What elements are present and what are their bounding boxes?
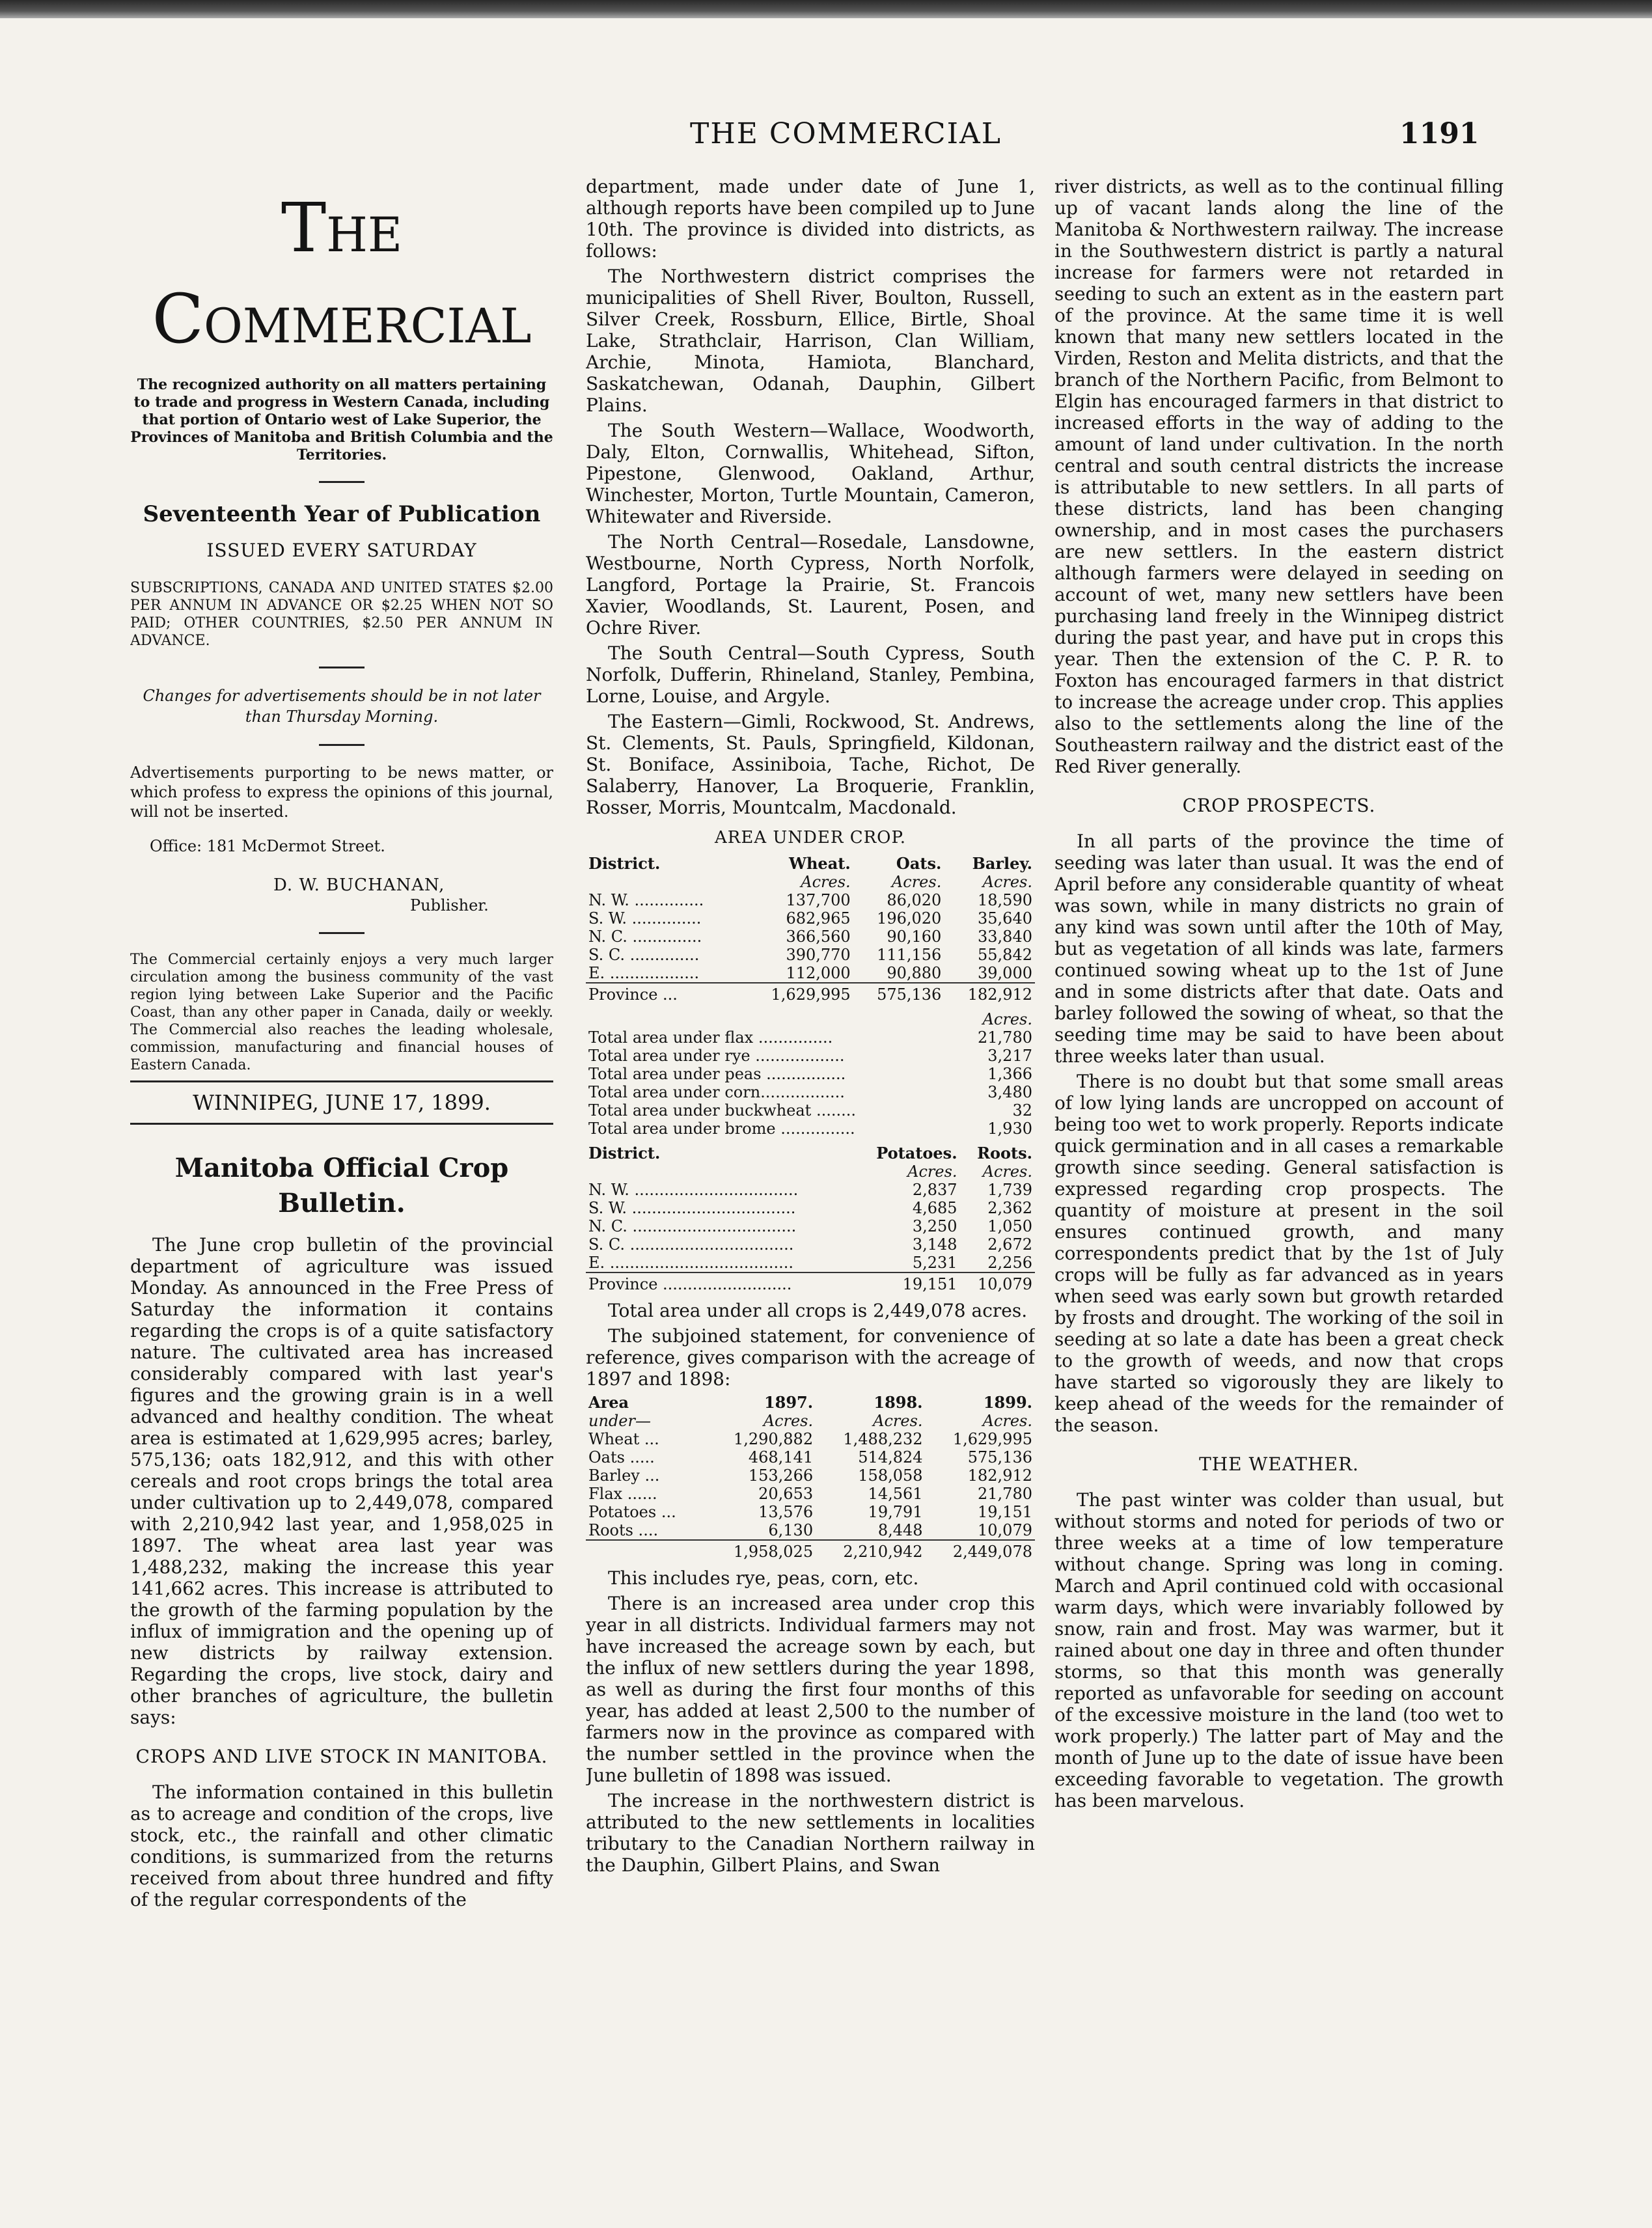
subscriptions-notice: SUBSCRIPTIONS, CANADA AND UNITED STATES $2.00 PER ANNUM IN ADVANCE OR $2.25 WHEN NOT SO PAID; OTHER COUNTRIES, $2.50 PER ANNUM IN ADVANCE. [130, 580, 553, 649]
article-paragraph: The North Central—Rosedale, Lansdowne, Westbourne, North Cypress, North Norfolk, Langford, Portage la Prairie, St. Francois Xavier, Woodlands, St. Laurent, Posen, and Ochre River. [586, 531, 1035, 639]
dateline-rule [130, 1123, 553, 1125]
table-cell: 182,912 [944, 983, 1035, 1004]
article-paragraph: The Northwestern district comprises the municipalities of Shell River, Boulton, Russell, Silver Creek, Rossburn, Ellice, Birtle, Shoal Lake, Strathclair, Harrison, Clan William, Archie, Minota, Hamiota, Blanchard, Saskatchewan, Odanah, Dauphin, Gilbert Plains. [586, 266, 1035, 416]
article-paragraph: department, made under date of June 1, although reports have been compiled up to June 10th. The province is divided into districts, as follows: [586, 176, 1035, 262]
table-row [586, 1047, 1035, 1065]
unit-cell: Acres. [982, 1162, 1032, 1181]
table-cell: 5,231 [912, 1254, 957, 1272]
table-cell: 13,576 [758, 1503, 814, 1521]
table-cell: 21,780 [978, 1485, 1032, 1503]
table-cell: Total area under buckwheat ........ [588, 1101, 856, 1120]
table-row [586, 964, 1035, 983]
column-header: District. [588, 1144, 661, 1162]
table-header-row [586, 855, 1035, 873]
table-row [586, 1448, 1035, 1466]
table-cell: Wheat ... [588, 1430, 659, 1448]
article-paragraph: The information contained in this bulletin as to acreage and condition of the crops, live stock, etc., the rainfall and other climatic conditions, is summarized from the returns received from about three hundred and fifty of the regular correspondents of the [130, 1781, 553, 1910]
article-paragraph: The Eastern—Gimli, Rockwood, St. Andrews, St. Clements, St. Pauls, Springfield, Kildonan, St. Boniface, Assiniboia, Tache, Richot, De Salaberry, Hanover, La Broquerie, Franklin, Rosser, Morris, Mountcalm, Macdonald. [586, 711, 1035, 818]
table-cell: 3,148 [912, 1235, 957, 1254]
table-cell: S. C. ................................. [588, 1235, 794, 1254]
column-header: Barley. [972, 854, 1032, 873]
column-1 [130, 176, 553, 2194]
table-row [586, 909, 1035, 928]
article-paragraph: Total area under all crops is 2,449,078 acres. [608, 1300, 1028, 1321]
table-cell: Flax ...... [588, 1485, 657, 1503]
table-cell: 32 [1012, 1101, 1032, 1120]
table-cell: 1,366 [987, 1065, 1032, 1083]
column-header: District. [588, 854, 661, 873]
table-cell: 1,050 [987, 1217, 1032, 1235]
table-total-row [586, 983, 1035, 1004]
unit-cell: Acres. [801, 873, 851, 891]
table-cell: Province .......................... [586, 1272, 853, 1293]
column-header: 1898. [874, 1393, 923, 1412]
table-row [586, 1065, 1035, 1083]
table-cell: 1,629,995 [952, 1430, 1032, 1448]
table-row [586, 1521, 1035, 1540]
divider [319, 481, 365, 483]
table-cell: 1,290,882 [733, 1430, 814, 1448]
unit-cell: Acres. [982, 1412, 1032, 1430]
table-cell: Total area under brome ............... [588, 1120, 855, 1138]
section-subhead: CROPS AND LIVE STOCK IN MANITOBA. [135, 1746, 548, 1767]
table-cell: 19,151 [978, 1503, 1032, 1521]
table-cell: 682,965 [786, 909, 851, 928]
units-row [586, 1010, 1035, 1028]
table-cell: 10,079 [978, 1521, 1032, 1539]
table-cell: 6,130 [768, 1521, 814, 1539]
publisher-title: Publisher. [410, 896, 489, 915]
unit-cell: under— [588, 1412, 651, 1430]
table-cell: 2,210,942 [816, 1540, 925, 1561]
page-top-edge [0, 0, 1652, 18]
table-row [586, 928, 1035, 946]
masthead-title: The Commercial [152, 188, 532, 359]
article-paragraph: There is no doubt but that some small areas of low lying lands are uncropped on account of being too wet to work properly. Reports indicate quick germination and in all cases a remarkable growth since seeding. General satisfaction is expressed regarding crop prospects. The quantity of moisture at present in the soil ensures continued growth, and many correspondents predict that by the 1st of July crops will be fully as far advanced as in years when seed was early sown but growth retarded by frosts and drought. The working of the soil in seeding at so late a date has been a great check to the growth of weeds, and now that crops have started so vigorously they are likely to keep ahead of the weeds for the remainder of the season. [1054, 1071, 1504, 1436]
column-header: 1897. [764, 1393, 814, 1412]
column-3 [1054, 176, 1504, 2194]
table-cell: N. C. .............. [588, 928, 702, 946]
table-cell: Total area under flax ............... [588, 1028, 833, 1047]
article-paragraph: This includes rye, peas, corn, etc. [608, 1567, 919, 1589]
table-row [586, 1485, 1035, 1503]
page-number: 1191 [1399, 117, 1480, 150]
table-cell: 575,136 [853, 983, 944, 1004]
area-under-crop-table [586, 855, 1035, 1004]
table-cell: Province ... [586, 983, 743, 1004]
table-title: AREA UNDER CROP. [715, 828, 906, 847]
table-cell: E. ..................................... [588, 1254, 794, 1272]
article-paragraph: There is an increased area under crop this year in all districts. Individual farmers may not have increased the acreage sown by each, but the influx of new settlers during the year 1898, as well as during the first four months of this year, has added at least 2,500 to the number of farmers now in the province as compared with the number settled in the province when the June bulletin of 1898 was issued. [586, 1593, 1035, 1786]
table-cell [586, 1540, 706, 1561]
unit-cell: Acres. [982, 873, 1032, 891]
table-cell: 14,561 [868, 1485, 923, 1503]
table-total-row [586, 1272, 1035, 1293]
table-cell: 3,217 [987, 1047, 1032, 1065]
unit-cell: Acres. [891, 873, 942, 891]
divider [319, 744, 365, 746]
table-cell: 20,653 [758, 1485, 814, 1503]
unit-cell [586, 1010, 954, 1028]
unit-cell: Acres. [763, 1412, 814, 1430]
table-cell: 196,020 [877, 909, 942, 928]
table-header-row [586, 1394, 1035, 1412]
table-cell: 366,560 [786, 928, 851, 946]
unit-cell [586, 1162, 853, 1181]
table-cell: Barley ... [588, 1466, 660, 1485]
table-row [586, 1199, 1035, 1217]
table-cell: 90,880 [887, 964, 942, 982]
table-row [586, 1430, 1035, 1448]
column-2 [586, 176, 1035, 2194]
table-cell: 575,136 [967, 1448, 1032, 1466]
column-header: Potatoes. [876, 1144, 957, 1162]
comparison-table [586, 1394, 1035, 1561]
table-cell: 4,685 [912, 1199, 957, 1217]
table-row [586, 946, 1035, 964]
table-cell: 2,256 [987, 1254, 1032, 1272]
table-cell: Oats ..... [588, 1448, 655, 1466]
table-cell: N. C. ................................. [588, 1217, 797, 1235]
unit-cell: Acres. [982, 1010, 1032, 1028]
table-cell: N. W. .............. [588, 891, 704, 909]
table-row [586, 1235, 1035, 1254]
table-cell: 10,079 [960, 1272, 1035, 1293]
article-headline: Manitoba Official Crop Bulletin. [174, 1153, 509, 1218]
table-cell: 1,958,025 [706, 1540, 816, 1561]
table-cell: E. .................. [588, 964, 700, 982]
divider [319, 932, 365, 934]
other-crops-table [586, 1010, 1035, 1138]
table-cell: 33,840 [978, 928, 1032, 946]
table-cell: 158,058 [858, 1466, 923, 1485]
units-row [586, 1412, 1035, 1430]
table-cell: 1,629,995 [743, 983, 853, 1004]
column-header: Area [588, 1393, 629, 1412]
running-head [0, 117, 1652, 156]
table-cell: 137,700 [786, 891, 851, 909]
table-row [586, 1181, 1035, 1199]
table-cell: 514,824 [858, 1448, 923, 1466]
table-row [586, 891, 1035, 909]
table-cell: 468,141 [748, 1448, 814, 1466]
section-subhead: THE WEATHER. [1199, 1453, 1359, 1475]
table-cell: 90,160 [887, 928, 942, 946]
table-cell: 390,770 [786, 946, 851, 964]
changes-notice-line2: than Thursday Morning. [245, 708, 439, 726]
units-row [586, 1162, 1035, 1181]
dateline: WINNIPEG, JUNE 17, 1899. [193, 1090, 491, 1115]
article-paragraph: The South Western—Wallace, Woodworth, Daly, Elton, Cornwallis, Whitehead, Sifton, Pipestone, Glenwood, Oakland, Arthur, Winchester, Morton, Turtle Mountain, Cameron, Whitewater and Riverside. [586, 420, 1035, 527]
table-cell: 112,000 [786, 964, 851, 982]
table-cell: N. W. ................................. [588, 1181, 799, 1199]
table-row [586, 1503, 1035, 1521]
dateline-rule [130, 1080, 553, 1082]
units-row [586, 873, 1035, 891]
column-header: Oats. [896, 854, 942, 873]
table-cell: 19,791 [868, 1503, 923, 1521]
circulation-notice: The Commercial certainly enjoys a very much larger circulation among the business community of the vast region lying between Lake Superior and the Pacific Coast, than any other paper in Canada, daily or weekly. The Commercial also reaches the leading wholesale, commission, manufacturing and financial houses of Eastern Canada. [130, 952, 553, 1073]
issued-line: ISSUED EVERY SATURDAY [206, 540, 477, 561]
table-cell: 153,266 [748, 1466, 814, 1485]
table-row [586, 1120, 1035, 1138]
unit-cell [586, 873, 743, 891]
divider [319, 667, 365, 668]
unit-cell: Acres. [907, 1162, 957, 1181]
table-cell: 2,362 [987, 1199, 1032, 1217]
masthead-description: The recognized authority on all matters pertaining to trade and progress in Western Canada, including that portion of Ontario west of Lake Superior, the Provinces of Manitoba and British Columbia and the Territories. [130, 376, 553, 463]
table-cell: 1,488,232 [843, 1430, 923, 1448]
table-row [586, 1217, 1035, 1235]
advertisements-notice: Advertisements purporting to be news matter, or which profess to express the opinions of this journal, will not be inserted. [130, 763, 553, 821]
publication-year: Seventeenth Year of Publication [143, 501, 541, 527]
publisher-name: D. W. BUCHANAN, [273, 875, 445, 895]
table-cell: 86,020 [887, 891, 942, 909]
article-paragraph: The past winter was colder than usual, but without storms and noted for periods of two or three weeks at a time of low temperature without change. Spring was long in coming. March and April continued cold with occasional warm days, which were invariably followed by snow, rain and frost. May was warmer, but it rained about one day in three and often thunder storms, so that this month was generally reported as unfavorable for seeding on account of the excessive moisture in the land (too wet to work properly.) The latter part of May and the month of June up to the date of issue have been exceeding favorable to vegetation. The growth has been marvelous. [1054, 1489, 1504, 1811]
table-cell: Total area under corn................. [588, 1083, 845, 1101]
table-cell: 2,449,078 [926, 1540, 1035, 1561]
table-cell: 39,000 [978, 964, 1032, 982]
table-cell: 2,672 [987, 1235, 1032, 1254]
article-paragraph: river districts, as well as to the continual filling up of vacant lands along the line of the Manitoba & Northwestern railway. The increase in the Southwestern district is partly a natural increase for farmers were not retarded in seeding to such an extent as in the eastern part of the province. At the same time it is well known that many new settlers located in the Virden, Reston and Melita districts, and that the branch of the Northern Pacific, from Belmont to Elgin has encouraged farmers in that district to increased efforts in the way of adding to the amount of land under cultivation. In the north central and south central districts the increase is attributable to new settlers. In all parts of these districts, land has been changing ownership, and in most cases the purchasers are new settlers. In the eastern district although farmers were delayed in seeding on account of wet, many new settlers have been purchasing land freely in the Winnipeg district during the past year, and have put in crops this year. Then the extension of the C. P. R. to Foxton has encouraged farmers in that district to increase the acreage under crop. This applies also to the settlements along the line of the Southeastern railway and the district east of the Red River generally. [1054, 176, 1504, 777]
table-cell: 111,156 [877, 946, 942, 964]
table-row [586, 1466, 1035, 1485]
article-paragraph: The increase in the northwestern district is attributed to the new settlements in localities tributary to the Canadian Northern railway in the Dauphin, Gilbert Plains, and Swan [586, 1790, 1035, 1876]
table-row [586, 1028, 1035, 1047]
table-cell: Roots .... [588, 1521, 659, 1539]
table-cell: 35,640 [978, 909, 1032, 928]
table-cell: 21,780 [978, 1028, 1032, 1047]
article-paragraph: In all parts of the province the time of seeding was later than usual. It was the end of April before any considerable quantity of wheat was sown, while in many districts no grain of any kind was sown until after the 10th of May, but as vegetation of all kinds was late, farmers continued sowing wheat up to the 1st of June and in some districts after that date. Oats and barley followed the sowing of wheat, so that the seeding time may be said to have been about three weeks later than usual. [1054, 831, 1504, 1067]
table-cell: 3,250 [912, 1217, 957, 1235]
table-cell: S. W. ................................. [588, 1199, 796, 1217]
table-row [586, 1254, 1035, 1272]
potatoes-roots-table [586, 1144, 1035, 1293]
table-cell: 19,151 [853, 1272, 959, 1293]
table-cell: 182,912 [967, 1466, 1032, 1485]
table-total-row [586, 1540, 1035, 1561]
table-cell: 8,448 [877, 1521, 923, 1539]
article-paragraph: The South Central—South Cypress, South Norfolk, Dufferin, Rhineland, Stanley, Pembina, Lorne, Louise, and Argyle. [586, 642, 1035, 707]
office-address: Office: 181 McDermot Street. [150, 837, 385, 855]
column-header: 1899. [983, 1393, 1032, 1412]
table-cell: 18,590 [978, 891, 1032, 909]
running-head-title: THE COMMERCIAL [690, 117, 1002, 150]
table-cell: Potatoes ... [588, 1503, 676, 1521]
article-paragraph: The subjoined statement, for convenience of reference, gives comparison with the acreage of 1897 and 1898: [586, 1325, 1035, 1390]
table-cell: Total area under rye .................. [588, 1047, 845, 1065]
table-cell: 3,480 [987, 1083, 1032, 1101]
table-cell: S. W. .............. [588, 909, 702, 928]
table-cell: 1,739 [987, 1181, 1032, 1199]
table-cell: 55,842 [978, 946, 1032, 964]
article-paragraph: The June crop bulletin of the provincial department of agriculture was issued Monday. As announced in the Free Press of Saturday the information it contains regarding the crops is of a quite satisfactory nature. The cultivated area has increased considerably compared with last year's figures and the growing grain is in a well advanced and healthy condition. The wheat area is estimated at 1,629,995 acres; barley, 575,136; oats 182,912, and this with other cereals and root crops brings the total area under cultivation up to 2,449,078, compared with 2,210,942 last year, and 1,958,025 in 1897. The wheat area last year was 1,488,232, making the increase this year 141,662 acres. This increase is attributed to the growth of the farming population by the influx of immigration and the opening up of new districts by railway extension. Regarding the crops, live stock, dairy and other branches of agriculture, the bulletin says: [130, 1234, 553, 1728]
column-header: Wheat. [789, 854, 851, 873]
table-cell: 1,930 [987, 1120, 1032, 1138]
unit-cell: Acres. [873, 1412, 923, 1430]
table-row [586, 1083, 1035, 1101]
table-row [586, 1101, 1035, 1120]
changes-notice-line1: Changes for advertisements should be in not later [143, 687, 541, 705]
section-subhead: CROP PROSPECTS. [1182, 795, 1376, 816]
table-header-row [586, 1144, 1035, 1162]
table-cell: 2,837 [912, 1181, 957, 1199]
table-cell: Total area under peas ................ [588, 1065, 846, 1083]
table-cell: S. C. .............. [588, 946, 700, 964]
column-header: Roots. [977, 1144, 1032, 1162]
